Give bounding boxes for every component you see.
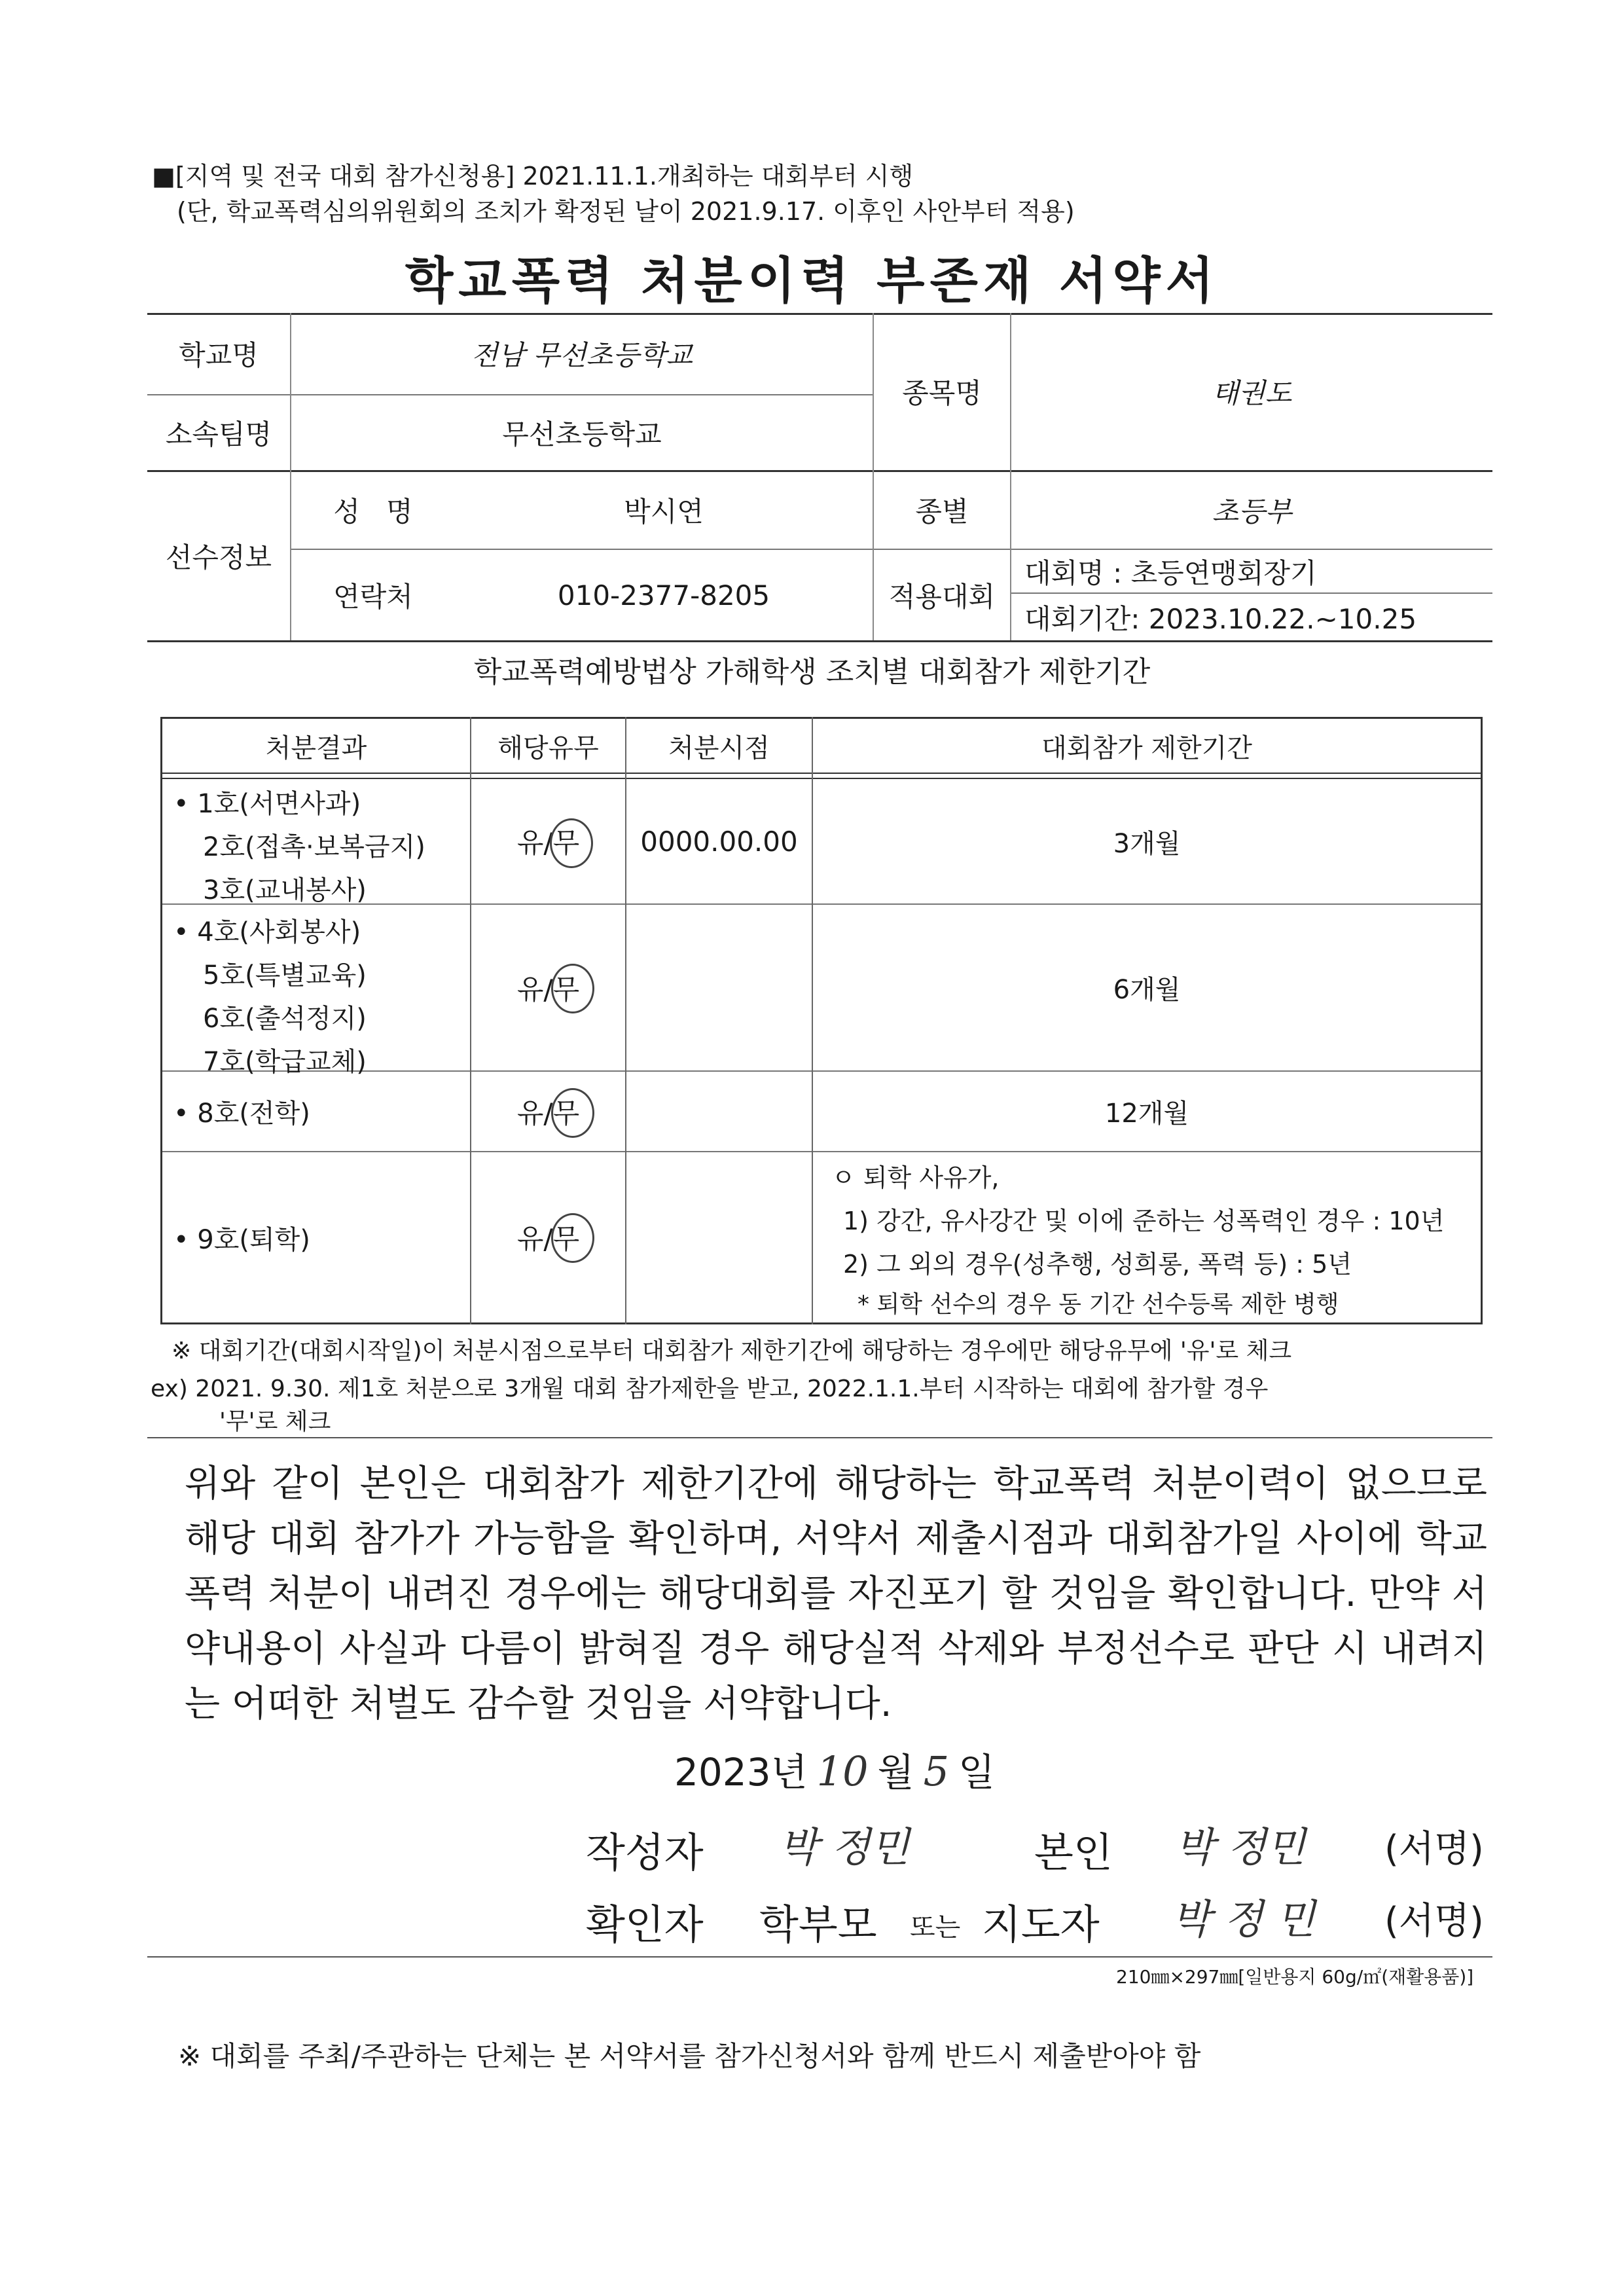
contact-label: 연락처 [333,581,413,613]
pledge-paragraph: 위와 같이 본인은 대회참가 제한기간에 해당하는 학교폭력 처분이력이 없으므로 해당 대회 참가가 가능함을 확인하며, 서약서 제출시점과 대회참가일 사이에 학교폭력 처분이 내려진 경우에는 해당대회를 자진포기 할 것임을 확인합니다. 만약 서약내용이 사실과 다름이 밝혀질 경우 해당실적 삭제와 부정선수로 판단 시 내려지는 어떠한 처벌도 감수할 것임을 서약합니다. [185,1463,1487,1725]
row4-date [626,1152,812,1322]
date-month: 10 [816,1747,869,1795]
restriction-left-border [160,717,162,1324]
writer-signature: 박 정민 [779,1823,910,1871]
row4-period-line-2: 1) 강간, 유사강간 및 이에 준하는 성폭력인 경우 : 10년 [843,1207,1445,1235]
header-line-2: (단, 학교폭력심의위원회의 조치가 확정된 날이 2021.9.17. 이후인 사안부터 적용) [177,197,1075,226]
row1-check-circle [550,818,593,868]
row4-period-line-3: 2) 그 외의 경우(성추행, 성희롱, 폭력 등) : 5년 [843,1250,1352,1279]
date-year: 2023 [674,1750,771,1795]
paper-spec: 210㎜×297㎜[일반용지 60g/㎡(재활용품)] [1116,1966,1474,1988]
pledge-date: 2023년 10 월 5 일 [674,1747,996,1795]
document-title: 학교폭력 처분이력 부존재 서약서 [405,251,1219,310]
row1-date: 0000.00.00 [640,825,798,858]
writer-label: 작성자 [586,1829,704,1876]
row2-yn: 유/무 [516,973,580,1006]
event-label: 종목명 [902,377,982,409]
row2-item-1: • 4호(사회봉사) [173,917,361,947]
coach-label: 지도자 [982,1901,1100,1948]
row1-period: 3개월 [1113,828,1181,859]
square-bullet-icon: ■ [152,162,175,191]
row4-item-1: • 9호(퇴학) [173,1224,310,1255]
restriction-section-title: 학교폭력예방법상 가해학생 조치별 대회참가 제한기간 [473,655,1151,689]
note-line-1: ※ 대회기간(대회시작일)이 처분시점으로부터 대회참가 제한기간에 해당하는 경우에만 해당유무에 '유'로 체크 [171,1338,1292,1364]
team-value: 무선초등학교 [502,418,662,450]
name-label: 성 명 [333,496,413,528]
row2-date [626,905,812,1070]
col-header-applicable: 해당유무 [497,733,599,763]
restriction-table-bottom [160,1322,1483,1324]
row3-item-1: • 8호(전학) [173,1099,310,1129]
event-value: 태권도 [1212,377,1292,409]
row3-yn: 유/무 [516,1097,580,1129]
signature-divider [147,1956,1492,1958]
school-value: 전남 무선초등학교 [471,339,693,371]
header-line-1: ■[지역 및 전국 대회 참가신청용] 2021.11.1.개최하는 대회부터 시행 [152,162,914,191]
row1-item-3: 3호(교내봉사) [203,875,367,905]
row2-item-4: 7호(학급교체) [203,1047,367,1077]
row4-check-circle [551,1213,594,1263]
restriction-header-bottom-1 [160,773,1483,774]
restriction-right-border [1481,717,1483,1324]
row3-check-circle [551,1088,594,1138]
team-label: 소속팀명 [165,418,272,450]
competition-name: 대회명 : 초등연맹회장기 [1024,556,1317,589]
division-label: 종별 [915,496,969,528]
col-header-result: 처분결과 [265,733,367,763]
confirmer-signature: 박 정 민 [1172,1895,1316,1943]
confirmer-label: 확인자 [586,1901,704,1948]
self-signature: 박 정민 [1175,1823,1306,1871]
row1-item-1: • 1호(서면사과) [173,789,361,819]
player-info-label: 선수정보 [165,541,272,574]
row1-yn: 유/무 [516,827,580,859]
competition-label: 적용대회 [888,581,996,613]
col-header-date: 처분시점 [668,733,770,763]
date-day: 5 [923,1747,950,1795]
contact-value: 010-2377-8205 [557,579,770,611]
row4-period-line-1: ㅇ 퇴학 사유가, [831,1163,1000,1192]
row2-item-2: 5호(특별교육) [203,960,367,991]
division-value: 초등부 [1212,496,1292,528]
col-header-period: 대회참가 제한기간 [1041,733,1252,763]
row3-period: 12개월 [1104,1099,1189,1129]
row2-period: 6개월 [1113,975,1181,1005]
notes-divider [147,1437,1492,1438]
school-label: 학교명 [179,339,259,371]
note-line-3: '무'로 체크 [219,1408,331,1435]
name-value: 박시연 [624,496,704,528]
or-label: 또는 [910,1912,961,1942]
bottom-note: ※ 대회를 주최/주관하는 단체는 본 서약서를 참가신청서와 함께 반드시 제출받아야 함 [178,2040,1201,2072]
row3-date [626,1072,812,1151]
row4-period-line-4: * 퇴학 선수의 경우 동 기간 선수등록 제한 병행 [857,1291,1339,1318]
sign-mark-2: (서명) [1384,1900,1484,1942]
competition-period: 대회기간: 2023.10.22.~10.25 [1024,602,1417,635]
row4-yn: 유/무 [516,1223,580,1255]
self-label: 본인 [1034,1829,1113,1876]
info-table-bottom-border [147,640,1492,642]
note-line-2: ex) 2021. 9.30. 제1호 처분으로 3개월 대회 참가제한을 받고, 2022.1.1.부터 시작하는 대회에 참가할 경우 [151,1376,1269,1402]
sign-mark-1: (서명) [1384,1828,1484,1870]
row2-check-circle [551,964,594,1013]
parent-label: 학부모 [759,1901,877,1948]
row1-item-2: 2호(접촉·보복금지) [203,832,425,862]
row2-item-3: 6호(출석정지) [203,1004,367,1034]
